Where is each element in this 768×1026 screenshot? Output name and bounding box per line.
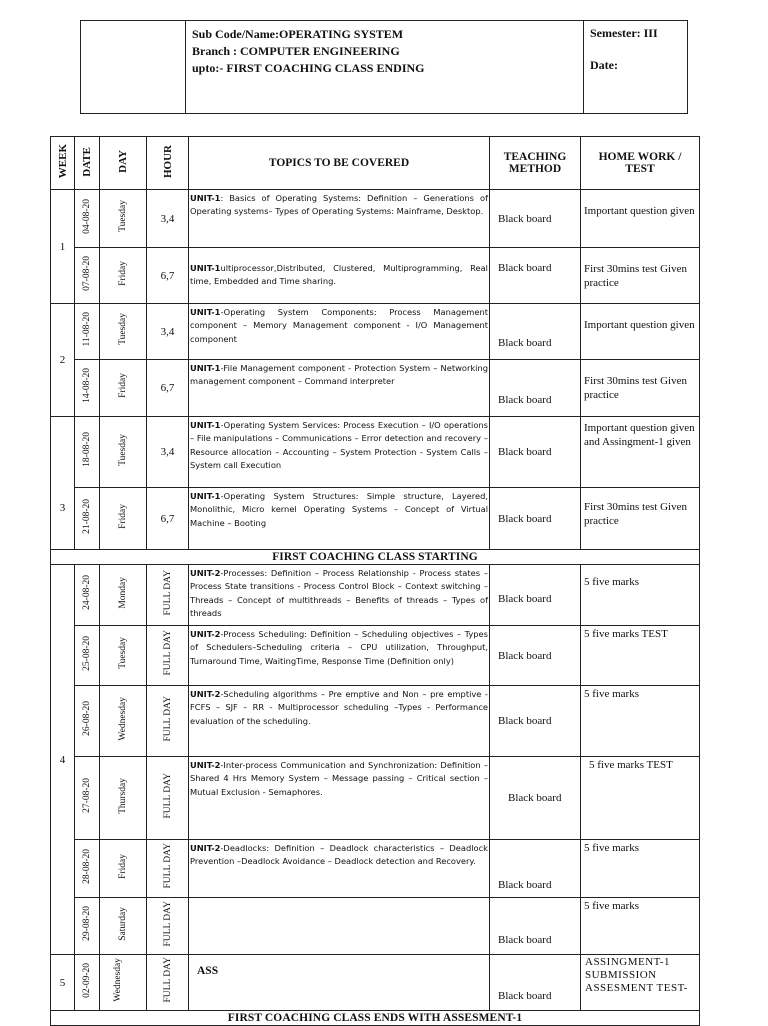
row-homework: First 30mins test Given practice bbox=[581, 248, 700, 304]
row-date: 28-08-20 bbox=[75, 840, 100, 898]
table-row bbox=[51, 626, 700, 686]
row-hour: 6,7 bbox=[147, 360, 189, 417]
row-method: Black board bbox=[490, 686, 581, 757]
row-hour: FULL DAY bbox=[147, 757, 189, 840]
row-topic: UNIT-2-Scheduling algorithms – Pre emptive and Non – pre emptive - FCFS – SJF – RR - Multiprocessor scheduling –Types - Performance evaluation of the scheduling. bbox=[189, 686, 490, 757]
row-date: 26-08-20 bbox=[75, 686, 100, 757]
row-hour: FULL DAY bbox=[147, 840, 189, 898]
row-method: Black board bbox=[490, 190, 581, 248]
branch: Branch : COMPUTER ENGINEERING bbox=[192, 44, 400, 58]
col-homework: HOME WORK / TEST bbox=[581, 137, 700, 190]
row-hour: FULL DAY bbox=[147, 565, 189, 626]
row-day: Tuesday bbox=[100, 626, 147, 686]
row-date: 27-08-20 bbox=[75, 757, 100, 840]
week-number: 5 bbox=[51, 955, 75, 1011]
row-method: Black board bbox=[490, 488, 581, 550]
row-homework: 5 five marks bbox=[581, 686, 700, 757]
row-topic: UNIT-1-File Management component - Protection System – Networking management component – Command interpreter bbox=[189, 360, 490, 417]
row-homework: Important question given bbox=[581, 190, 700, 248]
row-hour: 3,4 bbox=[147, 417, 189, 488]
row-topic: UNIT-1-Operating System Services: Process Execution – I/O operations – File manipulations – Communications – Error detection and recovery – Resource allocation – Accounting – System Protection - System Calls – System call Execution bbox=[189, 417, 490, 488]
row-day: Thursday bbox=[100, 757, 147, 840]
row-homework: 5 five marks TEST bbox=[581, 757, 700, 840]
upto: upto:- FIRST COACHING CLASS ENDING bbox=[192, 61, 425, 75]
row-method: Black board bbox=[490, 840, 581, 898]
coaching-end-banner: FIRST COACHING CLASS ENDS WITH ASSESMENT-1 bbox=[51, 1011, 700, 1026]
row-day: Monday bbox=[100, 565, 147, 626]
header-semester-info bbox=[584, 21, 687, 113]
table-row bbox=[51, 898, 700, 955]
row-hour: 3,4 bbox=[147, 304, 189, 360]
row-hour: FULL DAY bbox=[147, 955, 189, 1011]
table-row bbox=[51, 840, 700, 898]
row-day: Friday bbox=[100, 360, 147, 417]
row-date: 21-08-20 bbox=[75, 488, 100, 550]
row-method: Black board bbox=[490, 248, 581, 304]
table-row bbox=[51, 955, 700, 1011]
row-homework: Important question given bbox=[581, 304, 700, 360]
row-topic: UNIT-1-Operating System Components: Process Management component – Memory Management component - I/O Management component bbox=[189, 304, 490, 360]
row-hour: FULL DAY bbox=[147, 626, 189, 686]
row-day: Friday bbox=[100, 248, 147, 304]
row-topic: UNIT-2-Inter-process Communication and Synchronization: Definition – Shared 4 Hrs Memory System – Message passing – Critical section – Mutual Exclusion - Semaphores. bbox=[189, 757, 490, 840]
schedule-table bbox=[50, 136, 700, 1026]
row-homework: 5 five marks TEST bbox=[581, 626, 700, 686]
row-topic: UNIT-1: Basics of Operating Systems: Definition – Generations of Operating systems– Types of Operating Systems: Mainframe, Desktop. bbox=[189, 190, 490, 248]
row-hour: 6,7 bbox=[147, 488, 189, 550]
row-hour: 6,7 bbox=[147, 248, 189, 304]
row-date: 29-08-20 bbox=[75, 898, 100, 955]
row-topic: UNIT-1-Operating System Structures: Simple structure, Layered, Monolithic, Micro kernel Operating Systems – Concept of Virtual Machine – Booting bbox=[189, 488, 490, 550]
col-hour: HOUR bbox=[147, 137, 189, 190]
row-method: Black board bbox=[490, 360, 581, 417]
row-homework: 5 five marks bbox=[581, 898, 700, 955]
row-topic: UNIT-2-Deadlocks: Definition – Deadlock characteristics – Deadlock Prevention –Deadlock Avoidance – Deadlock detection and Recovery. bbox=[189, 840, 490, 898]
row-method: Black board bbox=[490, 417, 581, 488]
row-method: Black board bbox=[490, 955, 581, 1011]
table-row bbox=[51, 360, 700, 417]
week-number: 4 bbox=[51, 565, 75, 955]
row-hour: FULL DAY bbox=[147, 686, 189, 757]
row-topic: ASS bbox=[189, 955, 490, 1011]
row-date: 14-08-20 bbox=[75, 360, 100, 417]
subject-code: Sub Code/Name:OPERATING SYSTEM bbox=[192, 27, 404, 41]
row-hour: FULL DAY bbox=[147, 898, 189, 955]
row-date: 11-08-20 bbox=[75, 304, 100, 360]
row-homework: 5 five marks bbox=[581, 565, 700, 626]
row-day: Wednesday bbox=[100, 955, 147, 1011]
header-course-info bbox=[186, 21, 584, 113]
row-day: Friday bbox=[100, 840, 147, 898]
row-day: Tuesday bbox=[100, 417, 147, 488]
row-topic: UNIT-2-Processes: Definition – Process Relationship - Process states – Process State transitions - Process Control Block – Context switching – Threads – Concept of multithreads – Benefits of threads – Types of threads bbox=[189, 565, 490, 626]
week-number: 3 bbox=[51, 417, 75, 550]
table-header-row bbox=[51, 137, 700, 190]
row-day: Tuesday bbox=[100, 304, 147, 360]
row-method: Black board bbox=[490, 626, 581, 686]
row-date: 18-08-20 bbox=[75, 417, 100, 488]
table-row bbox=[51, 488, 700, 550]
table-row bbox=[51, 686, 700, 757]
row-day: Friday bbox=[100, 488, 147, 550]
table-row bbox=[51, 417, 700, 488]
row-homework: First 30mins test Given practice bbox=[581, 360, 700, 417]
col-day: DAY bbox=[100, 137, 147, 190]
semester: Semester: III bbox=[590, 26, 658, 40]
row-date: 24-08-20 bbox=[75, 565, 100, 626]
row-date: 25-08-20 bbox=[75, 626, 100, 686]
row-day: Saturday bbox=[100, 898, 147, 955]
row-homework: 5 five marks bbox=[581, 840, 700, 898]
row-homework: Important question given and Assingment-1 given bbox=[581, 417, 700, 488]
row-topic bbox=[189, 898, 490, 955]
row-date: 07-08-20 bbox=[75, 248, 100, 304]
row-day: Wednesday bbox=[100, 686, 147, 757]
header-blank-cell bbox=[81, 21, 186, 113]
row-homework: First 30mins test Given practice bbox=[581, 488, 700, 550]
col-topics: TOPICS TO BE COVERED bbox=[189, 137, 490, 190]
week-number: 2 bbox=[51, 304, 75, 417]
document-header bbox=[80, 20, 688, 114]
col-method: TEACHING METHOD bbox=[490, 137, 581, 190]
row-method: Black board bbox=[490, 565, 581, 626]
col-week: WEEK bbox=[51, 137, 75, 190]
date-label: Date: bbox=[590, 58, 618, 72]
table-row bbox=[51, 565, 700, 626]
table-row bbox=[51, 304, 700, 360]
row-method: Black board bbox=[490, 898, 581, 955]
row-date: 04-08-20 bbox=[75, 190, 100, 248]
coaching-start-banner: FIRST COACHING CLASS STARTING bbox=[51, 550, 700, 565]
week-number: 1 bbox=[51, 190, 75, 304]
table-row bbox=[51, 248, 700, 304]
row-topic: UNIT-2-Process Scheduling: Definition – Scheduling objectives – Types of Schedulers–Scheduling criteria – CPU utilization, Throughput, Turnaround Time, WaitingTime, Response Time (Definition only) bbox=[189, 626, 490, 686]
row-day: Tuesday bbox=[100, 190, 147, 248]
banner-row-end bbox=[51, 1011, 700, 1026]
row-topic: UNIT-1ultiprocessor,Distributed, Clustered, Multiprogramming, Real time, Embedded and Time sharing. bbox=[189, 248, 490, 304]
row-homework: ASSINGMENT-1 SUBMISSION ASSESMENT TEST- bbox=[581, 955, 700, 1011]
table-row bbox=[51, 757, 700, 840]
row-method: Black board bbox=[490, 304, 581, 360]
col-date: DATE bbox=[75, 137, 100, 190]
row-method: Black board bbox=[490, 757, 581, 840]
banner-row-start bbox=[51, 550, 700, 565]
row-hour: 3,4 bbox=[147, 190, 189, 248]
table-row bbox=[51, 190, 700, 248]
row-date: 02-09-20 bbox=[75, 955, 100, 1011]
